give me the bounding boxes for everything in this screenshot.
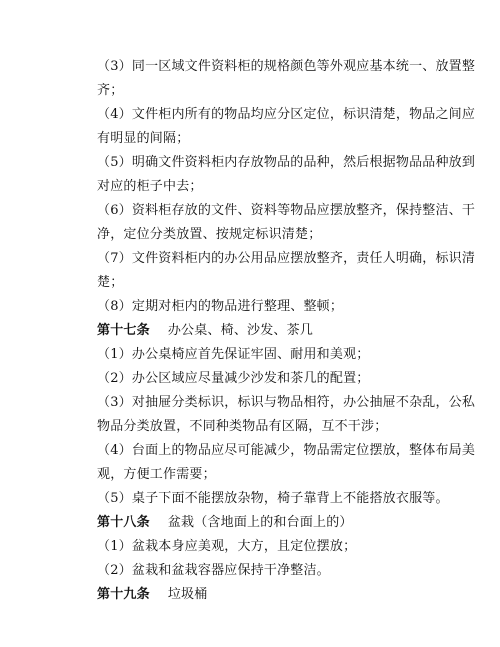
desk-item-4-line-1: （4）台面上的物品应尽可能减少，物品需定位摆放，整体布局美 [97,443,476,458]
paragraph-item-7-line-1: （7）文件资料柜内的办公用品应摆放整齐，责任人明确，标识清 [97,251,476,266]
desk-item-4-line-2: 观，方便工作需要； [97,467,216,482]
paragraph-item-5-line-2: 对应的柜子中去； [97,179,203,194]
paragraph-item-8: （8）定期对柜内的物品进行整理、整顿； [97,299,344,314]
paragraph-item-3-line-1: （3）同一区域文件资料柜的规格颜色等外观应基本统一、放置整 [97,59,476,74]
article-19-title: 垃圾桶 [167,587,208,602]
desk-item-1: （1）办公桌椅应首先保证牢固、耐用和美观； [97,347,370,362]
article-18-title: 盆栽（含地面上的和台面上的） [167,515,353,530]
paragraph-item-4-line-2: 有明显的间隔； [97,131,190,146]
desk-item-3-line-2: 物品分类放置，不同种类物品有区隔，互不干涉； [97,419,388,434]
desk-item-5: （5）桌子下面不能摆放杂物，椅子靠背上不能搭放衣服等。 [97,491,449,506]
plant-item-1: （1）盆栽本身应美观，大方，且定位摆放； [97,539,357,554]
article-19-heading [97,587,207,603]
desk-item-3-line-1: （3）对抽屉分类标识，标识与物品相符，办公抽屉不杂乱，公私 [97,395,476,410]
paragraph-item-5-line-1: （5）明确文件资料柜内存放物品的品种，然后根据物品品种放到 [97,155,476,170]
paragraph-item-7-line-2: 楚； [97,275,124,290]
paragraph-item-6-line-2: 净，定位分类放置、按规定标识清楚； [97,227,322,242]
article-19-number: 第十九条 [97,587,150,602]
article-18-heading [97,515,353,531]
article-17-title: 办公桌、椅、沙发、茶几 [167,323,314,338]
article-18-number: 第十八条 [97,515,150,530]
article-17-number: 第十七条 [97,323,150,338]
paragraph-item-6-line-1: （6）资料柜存放的文件、资料等物品应摆放整齐，保持整洁、干 [97,203,476,218]
paragraph-item-4-line-1: （4）文件柜内所有的物品均应分区定位，标识清楚，物品之间应 [97,107,476,122]
plant-item-2: （2）盆栽和盆栽容器应保持干净整洁。 [97,563,330,578]
paragraph-item-3-line-2: 齐； [97,83,124,98]
article-17-heading [97,323,313,339]
desk-item-2: （2）办公区域应尽量减少沙发和茶几的配置； [97,371,370,386]
